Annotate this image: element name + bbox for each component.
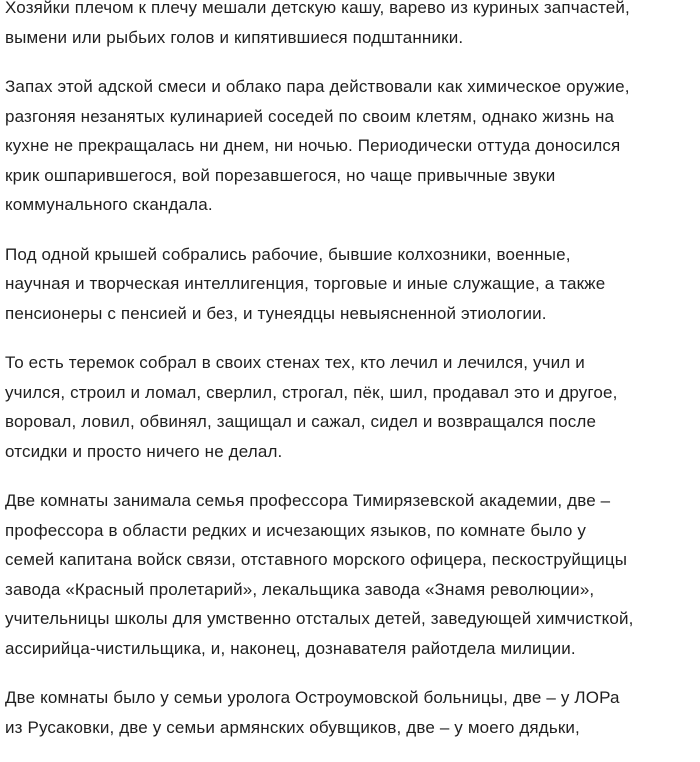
article-body: [5, 0, 697, 762]
text-line: кухне не прекращалась ни днем, ни ночью. Периодически оттуда доносился: [5, 136, 621, 155]
text-line: завода «Красный пролетарий», лекальщика завода «Знамя революции»,: [5, 579, 595, 599]
text-line: воровал, ловил, обвинял, защищал и сажал, сидел и возвращался после: [5, 412, 597, 431]
paragraph-1: [5, 0, 697, 52]
text-line: Под одной крышей собрались рабочие, бывшие колхозники, военные,: [5, 244, 571, 264]
text-line: учительницы школы для умственно отсталых детей, заведующей химчисткой,: [5, 609, 634, 628]
text-line: учился, строил и ломал, сверлил, строгал, пёк, шил, продавал это и другое,: [5, 382, 618, 402]
text-line: профессора в области редких и исчезающих языков, по комнате было у: [5, 520, 586, 540]
text-line: научная и творческая интеллигенция, торговые и иные служащие, а также: [5, 274, 606, 293]
text-line: Две комнаты было у семьи уролога Остроумовской больницы, две – у ЛОРа: [5, 688, 620, 707]
text-line: То есть теремок собрал в своих стенах тех, кто лечил и лечился, учил и: [5, 353, 585, 372]
text-line: из Русаковки, две у семьи армянских обувщиков, две – у моего дядьки,: [5, 717, 580, 737]
text-line: отсидки и просто ничего не делал.: [5, 441, 283, 461]
text-line: Запах этой адской смеси и облако пара действовали как химическое оружие,: [5, 77, 630, 96]
paragraph-6: [5, 683, 697, 742]
text-line: разгоняя незанятых кулинарией соседей по своим клетям, однако жизнь на: [5, 106, 615, 126]
text-line: Две комнаты занимала семья профессора Тимирязевской академии, две –: [5, 491, 611, 510]
text-line: ассирийца-чистильщика, и, наконец, дознавателя райотдела милиции.: [5, 638, 576, 658]
paragraph-2: [5, 72, 697, 220]
text-line: семей капитана войск связи, отставного морского офицера, пескоструйщицы: [5, 550, 628, 569]
text-line: Хозяйки плечом к плечу мешали детскую кашу, варево из куриных запчастей,: [5, 0, 630, 17]
paragraph-5: [5, 486, 697, 663]
text-line: крик ошпарившегося, вой порезавшегося, но чаще привычные звуки: [5, 165, 556, 185]
paragraph-4: [5, 348, 697, 466]
text-line: пенсионеры с пенсией и без, и тунеядцы невыясненной этиологии.: [5, 303, 547, 323]
text-line: вымени или рыбьих голов и кипятившиеся подштанники.: [5, 27, 464, 47]
paragraph-3: [5, 240, 697, 329]
text-line: коммунального скандала.: [5, 195, 213, 214]
